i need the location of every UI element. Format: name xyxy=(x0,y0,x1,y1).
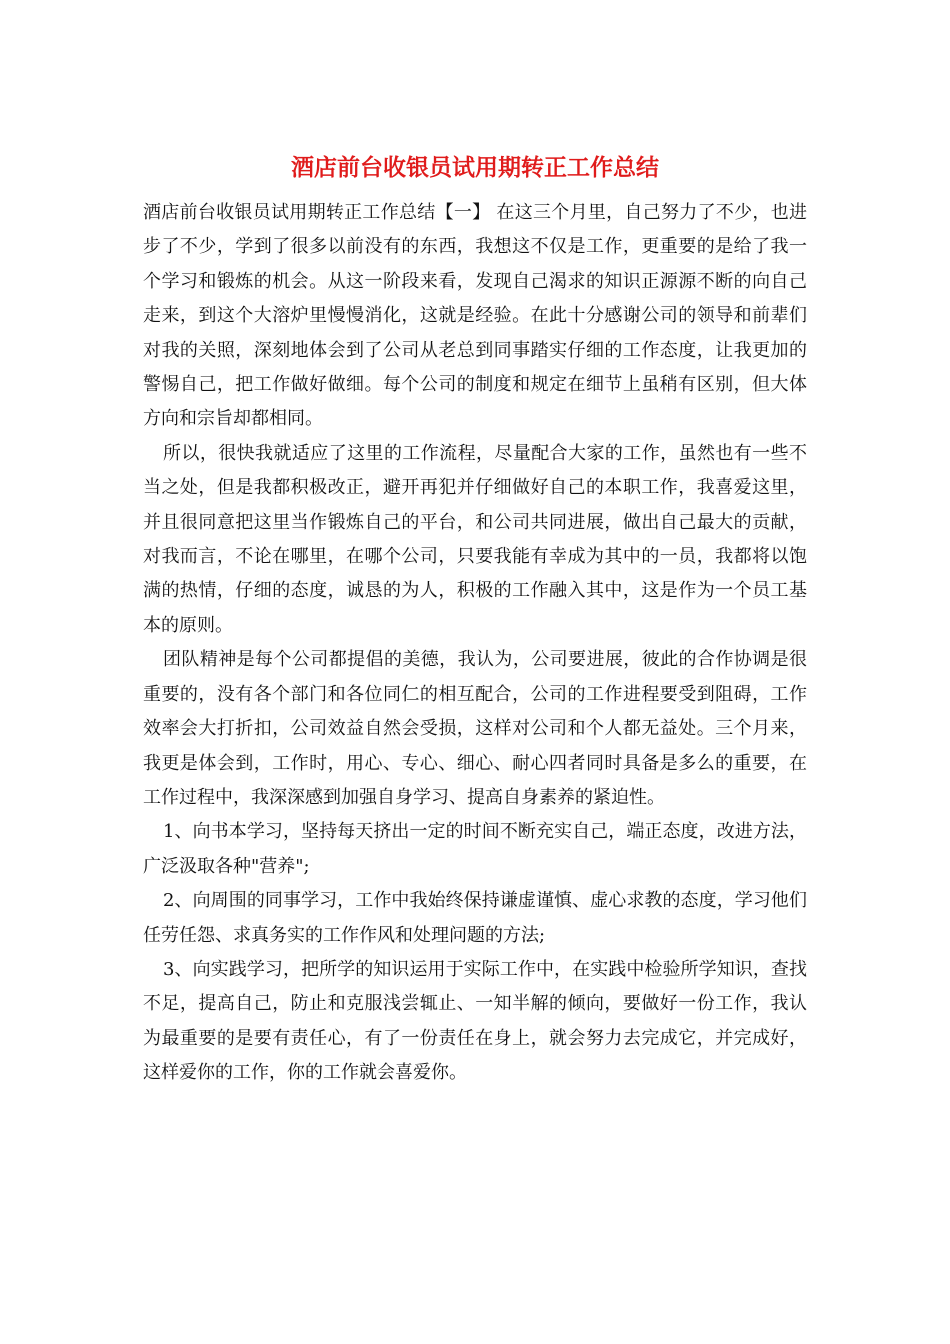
list-item-3: 3、向实践学习，把所学的知识运用于实际工作中，在实践中检验所学知识，查找不足，提高自己，防止和克服浅尝辄止、一知半解的倾向，要做好一份工作，我认为最重要的是要有责任心，有了一份责任在身上，就会努力去完成它，并完成好，这样爱你的工作，你的工作就会喜爱你。 xyxy=(143,958,807,1084)
paragraph-2: 所以，很快我就适应了这里的工作流程，尽量配合大家的工作，虽然也有一些不当之处，但是我都积极改正，避开再犯并仔细做好自己的本职工作，我喜爱这里，并且很同意把这里当作锻炼自己的平台，和公司共同进展，做出自己最大的贡献，对我而言，不论在哪里，在哪个公司，只要我能有幸成为其中的一员，我都将以饱满的热情，仔细的态度，诚恳的为人，积极的工作融入其中，这是作为一个员工基本的原则。 xyxy=(143,442,807,636)
document-title: 酒店前台收银员试用期转正工作总结 xyxy=(291,154,659,181)
document-body xyxy=(143,196,807,1091)
list-item-2: 2、向周围的同事学习，工作中我始终保持谦虚谨慎、虚心求教的态度，学习他们任劳任怨、求真务实的工作作风和处理问题的方法; xyxy=(143,890,807,946)
list-item-1: 1、向书本学习，坚持每天挤出一定的时间不断充实自己，端正态度，改进方法，广泛汲取各种"营养"; xyxy=(143,821,807,877)
paragraph-1: 酒店前台收银员试用期转正工作总结【一】 在这三个月里，自己努力了不少，也进步了不少，学到了很多以前没有的东西，我想这不仅是工作，更重要的是给了我一个学习和锻炼的机会。从这一阶段来看，发现自己渴求的知识正源源不断的向自己走来，到这个大溶炉里慢慢消化，这就是经验。在此十分感谢公司的领导和前辈们对我的关照，深刻地体会到了公司从老总到同事踏实仔细的工作态度，让我更加的警惕自己，把工作做好做细。每个公司的制度和规定在细节上虽稍有区别，但大体方向和宗旨却都相同。 xyxy=(143,202,807,430)
paragraph-3: 团队精神是每个公司都提倡的美德，我认为，公司要进展，彼此的合作协调是很重要的，没有各个部门和各位同仁的相互配合，公司的工作进程要受到阻碍，工作效率会大打折扣，公司效益自然会受损，这样对公司和个人都无益处。三个月来，我更是体会到，工作时，用心、专心、细心、耐心四者同时具备是多么的重要，在工作过程中，我深深感到加强自身学习、提高自身素养的紧迫性。 xyxy=(143,649,807,808)
